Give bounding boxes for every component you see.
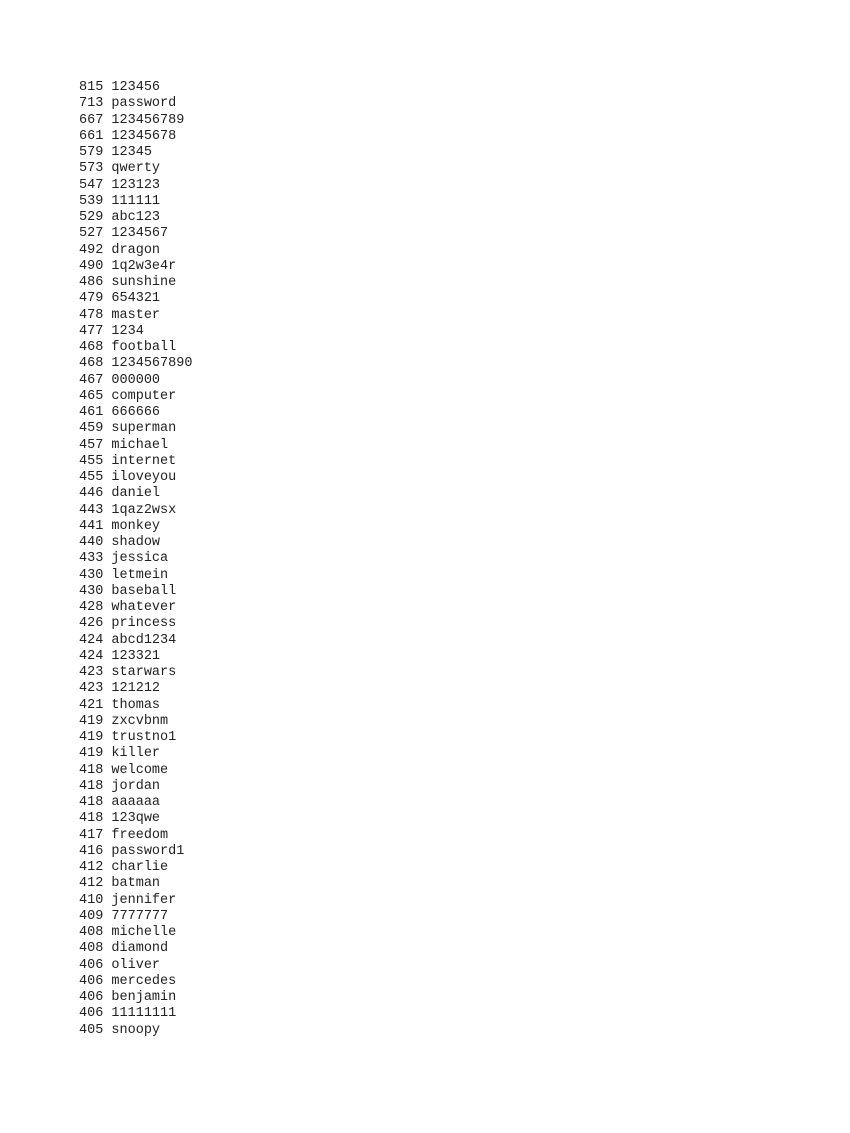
entry-count: 430	[79, 583, 104, 599]
entry-count: 428	[79, 600, 104, 615]
entry-count: 527	[79, 226, 104, 242]
entry-count: 455	[79, 470, 104, 485]
entry-password: 111111	[111, 193, 161, 209]
entry-password: welcome	[111, 762, 169, 778]
entry-password: trustno1	[111, 730, 177, 745]
list-item	[79, 243, 192, 259]
entry-password: daniel	[111, 486, 161, 502]
entry-count: 419	[79, 730, 104, 745]
entry-password: 1234567890	[111, 356, 193, 372]
entry-count: 406	[79, 957, 104, 973]
entry-password: superman	[111, 421, 177, 437]
list-item	[79, 96, 192, 112]
list-item	[79, 421, 192, 437]
list-item	[79, 616, 192, 632]
entry-count: 477	[79, 323, 104, 339]
entry-count: 408	[79, 941, 104, 957]
entry-password: 7777777	[111, 908, 169, 924]
list-item	[79, 503, 192, 519]
list-item	[79, 194, 192, 210]
entry-password: abcd1234	[111, 632, 177, 648]
entry-password: 12345678	[111, 128, 177, 144]
entry-password: dragon	[111, 242, 161, 258]
entry-password: 123456789	[111, 112, 185, 128]
entry-password: iloveyou	[111, 470, 177, 485]
list-item	[79, 259, 192, 275]
entry-count: 455	[79, 453, 104, 469]
list-item	[79, 340, 192, 356]
entry-password: charlie	[111, 860, 169, 875]
entry-count: 661	[79, 128, 104, 144]
entry-password: jordan	[111, 778, 161, 794]
list-item	[79, 145, 192, 161]
entry-count: 406	[79, 1006, 104, 1022]
entry-count: 815	[79, 80, 104, 95]
list-item	[79, 746, 192, 762]
entry-count: 416	[79, 843, 104, 859]
entry-count: 412	[79, 860, 104, 875]
entry-count: 467	[79, 372, 104, 388]
entry-count: 409	[79, 908, 104, 924]
entry-count: 410	[79, 892, 104, 908]
entry-password: 1q2w3e4r	[111, 258, 177, 274]
entry-count: 492	[79, 242, 104, 258]
entry-count: 468	[79, 356, 104, 372]
entry-password: michelle	[111, 925, 177, 940]
entry-password: starwars	[111, 665, 177, 680]
list-item	[79, 210, 192, 226]
list-item	[79, 568, 192, 584]
list-item	[79, 438, 192, 454]
entry-password: letmein	[111, 567, 169, 583]
list-item	[79, 324, 192, 340]
list-item	[79, 860, 192, 876]
entry-count: 419	[79, 713, 104, 729]
entry-count: 573	[79, 161, 104, 177]
entry-count: 547	[79, 177, 104, 193]
entry-count: 424	[79, 632, 104, 648]
entry-count: 430	[79, 567, 104, 583]
entry-password: internet	[111, 453, 177, 469]
list-item	[79, 178, 192, 194]
entry-count: 468	[79, 340, 104, 355]
list-item	[79, 161, 192, 177]
list-item	[79, 470, 192, 486]
list-item	[79, 779, 192, 795]
entry-count: 490	[79, 258, 104, 274]
entry-password: jessica	[111, 551, 169, 567]
entry-password: oliver	[111, 957, 161, 973]
entry-password: 000000	[111, 372, 161, 388]
entry-count: 446	[79, 486, 104, 502]
entry-password: 123123	[111, 177, 161, 193]
entry-count: 406	[79, 990, 104, 1005]
entry-count: 478	[79, 307, 104, 323]
entry-count: 423	[79, 665, 104, 680]
entry-password: football	[111, 340, 177, 355]
entry-password: 666666	[111, 405, 161, 420]
entry-count: 443	[79, 502, 104, 518]
entry-count: 479	[79, 291, 104, 307]
list-item	[79, 795, 192, 811]
entry-count: 459	[79, 421, 104, 437]
list-item	[79, 941, 192, 957]
entry-count: 405	[79, 1022, 104, 1038]
entry-password: diamond	[111, 941, 169, 957]
list-item	[79, 389, 192, 405]
entry-count: 529	[79, 210, 104, 225]
list-item	[79, 958, 192, 974]
entry-password: baseball	[111, 583, 177, 599]
entry-count: 667	[79, 112, 104, 128]
entry-count: 423	[79, 681, 104, 697]
entry-count: 408	[79, 925, 104, 940]
entry-count: 539	[79, 193, 104, 209]
list-item	[79, 990, 192, 1006]
list-item	[79, 649, 192, 665]
entry-count: 579	[79, 145, 104, 160]
list-item	[79, 925, 192, 941]
entry-password: batman	[111, 876, 161, 892]
list-item	[79, 454, 192, 470]
list-item	[79, 811, 192, 827]
list-item	[79, 844, 192, 860]
entry-password: computer	[111, 388, 177, 404]
list-item	[79, 356, 192, 372]
entry-count: 418	[79, 811, 104, 827]
entry-password: whatever	[111, 600, 177, 615]
entry-password: sunshine	[111, 275, 177, 290]
entry-count: 440	[79, 535, 104, 550]
entry-count: 406	[79, 973, 104, 989]
list-item	[79, 551, 192, 567]
entry-password: master	[111, 307, 161, 323]
entry-count: 417	[79, 827, 104, 843]
list-item	[79, 1006, 192, 1022]
entry-count: 461	[79, 405, 104, 420]
entry-password: shadow	[111, 535, 161, 550]
entry-password: snoopy	[111, 1022, 161, 1038]
list-item	[79, 486, 192, 502]
entry-password: 123321	[111, 648, 161, 664]
list-item	[79, 584, 192, 600]
entry-password: password1	[111, 843, 185, 859]
list-item	[79, 275, 192, 291]
list-item	[79, 405, 192, 421]
list-item	[79, 373, 192, 389]
list-item	[79, 893, 192, 909]
entry-count: 418	[79, 762, 104, 778]
list-item	[79, 665, 192, 681]
entry-password: thomas	[111, 697, 161, 713]
list-item	[79, 600, 192, 616]
list-item	[79, 80, 192, 96]
entry-password: abc123	[111, 210, 161, 225]
entry-password: 12345	[111, 145, 152, 160]
entry-password: 1qaz2wsx	[111, 502, 177, 518]
entry-password: benjamin	[111, 990, 177, 1005]
list-item	[79, 730, 192, 746]
entry-password: jennifer	[111, 892, 177, 908]
entry-password: princess	[111, 616, 177, 632]
list-item	[79, 828, 192, 844]
list-item	[79, 974, 192, 990]
entry-password: qwerty	[111, 161, 161, 177]
list-item	[79, 1023, 192, 1039]
list-item	[79, 876, 192, 892]
entry-password: 11111111	[111, 1006, 177, 1022]
list-item	[79, 763, 192, 779]
list-item	[79, 535, 192, 551]
entry-count: 433	[79, 551, 104, 567]
list-item	[79, 681, 192, 697]
entry-count: 441	[79, 518, 104, 534]
list-item	[79, 308, 192, 324]
entry-password: zxcvbnm	[111, 713, 169, 729]
entry-count: 421	[79, 697, 104, 713]
entry-password: 121212	[111, 681, 161, 697]
list-item	[79, 129, 192, 145]
entry-count: 418	[79, 795, 104, 810]
entry-count: 486	[79, 275, 104, 290]
entry-count: 457	[79, 437, 104, 453]
list-item	[79, 291, 192, 307]
entry-password: michael	[111, 437, 169, 453]
entry-count: 412	[79, 876, 104, 892]
entry-password: 654321	[111, 291, 161, 307]
entry-password: killer	[111, 746, 161, 762]
entry-password: 123456	[111, 80, 161, 95]
list-item	[79, 909, 192, 925]
entry-password: password	[111, 96, 177, 112]
entry-count: 426	[79, 616, 104, 632]
list-item	[79, 633, 192, 649]
entry-count: 713	[79, 96, 104, 112]
entry-count: 465	[79, 388, 104, 404]
entry-password: mercedes	[111, 973, 177, 989]
list-item	[79, 698, 192, 714]
password-frequency-list	[79, 80, 192, 1039]
list-item	[79, 519, 192, 535]
list-item	[79, 226, 192, 242]
entry-password: freedom	[111, 827, 169, 843]
entry-count: 419	[79, 746, 104, 762]
entry-password: 1234567	[111, 226, 169, 242]
list-item	[79, 113, 192, 129]
entry-count: 418	[79, 778, 104, 794]
entry-password: aaaaaa	[111, 795, 161, 810]
list-item	[79, 714, 192, 730]
entry-count: 424	[79, 648, 104, 664]
entry-password: 123qwe	[111, 811, 161, 827]
entry-password: monkey	[111, 518, 161, 534]
entry-password: 1234	[111, 323, 144, 339]
